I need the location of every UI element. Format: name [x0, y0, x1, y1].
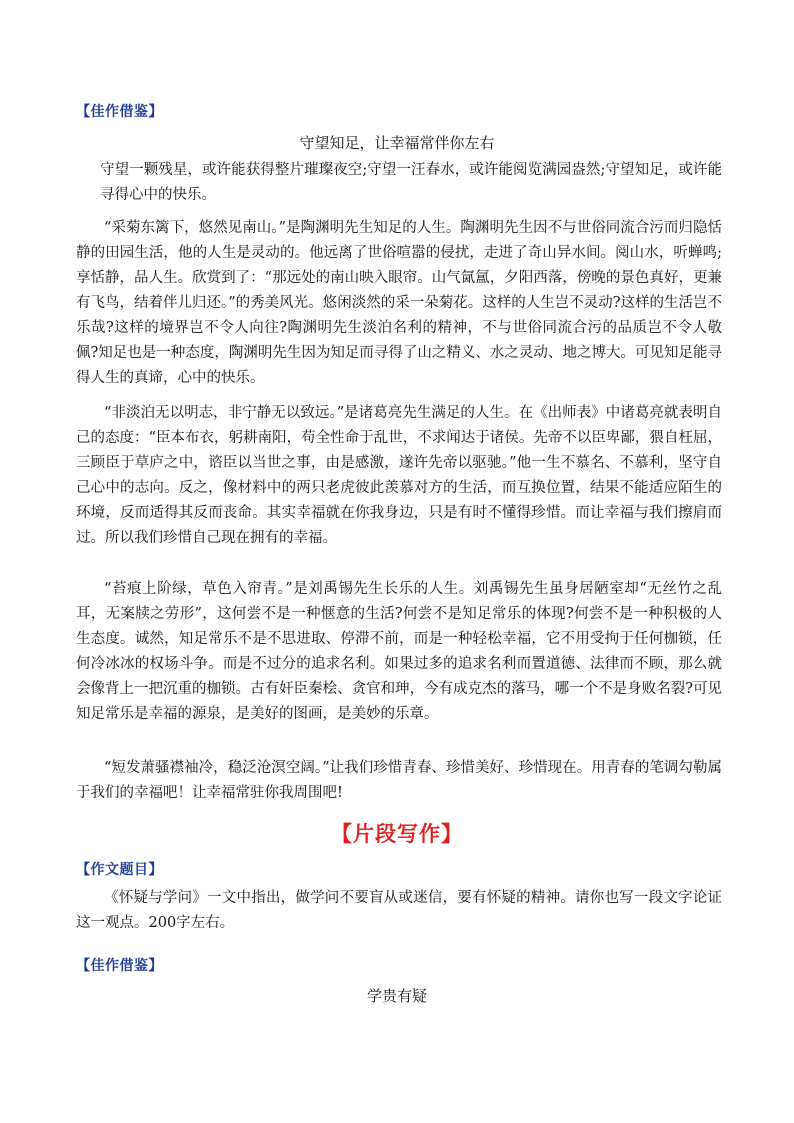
essay-paragraph-1: 守望一颗残星，或许能获得整片璀璨夜空;守望一汪春水，或许能阅览满园盎然;守望知足，或许能寻得心中的快乐。	[100, 162, 722, 203]
section-label-example: 【佳作借鉴】	[76, 958, 163, 974]
section-label-excellent-essay: 【佳作借鉴】	[76, 104, 163, 120]
essay-paragraph-2: “采菊东篱下，悠然见南山。”是陶渊明先生知足的人生。陶渊明先生因不与世俗同流合污而归隐恬静的田园生活，他的人生是灵动的。他远离了世俗喧嚣的侵扰，走进了奇山异水间。阅山水，听蝉鸣;享恬静，品人生。欣赏到了：“那远处的南山映入眼帘。山气氤氲，夕阳西落，傍晚的景色真好，更兼有飞鸟，结着伴儿归还。”的秀美风光。悠闲淡然的采一朵菊花。这样的人生岂不灵动?这样的生活岂不乐哉?这样的境界岂不令人向往?陶渊明先生淡泊名利的精神，不与世俗同流合污的品质岂不令人敬佩?知足也是一种态度，陶渊明先生因为知足而寻得了山之精义、水之灵动、地之博大。可见知足能寻得人生的真谛，心中的快乐。	[76, 220, 722, 386]
essay-prompt-text: 《怀疑与学问》一文中指出，做学问不要盲从或迷信，要有怀疑的精神。请你也写一段文字论证这一观点。200字左右。	[76, 890, 722, 931]
essay-paragraph-4: “苔痕上阶绿，草色入帘青。”是刘禹锡先生长乐的人生。刘禹锡先生虽身居陋室却“无丝竹之乱耳，无案牍之劳形”，这何尝不是一种惬意的生活?何尝不是知足常乐的体现?何尝不是一种积极的人生态度。诚然，知足常乐不是不思进取、停滞不前，而是一种轻松幸福，它不用受拘于任何枷锁，任何冷冰冰的权场斗争。而是不过分的追求名利。如果过多的追求名利而置道德、法律而不顾，那么就会像背上一把沉重的枷锁。古有奸臣秦桧、贪官和珅，今有成克杰的落马，哪一个不是身败名裂?可见知足常乐是幸福的源泉，是美好的图画，是美妙的乐章。	[76, 581, 722, 722]
essay-title: 守望知足，让幸福常伴你左右	[299, 134, 495, 152]
example-title: 学贵有疑	[366, 987, 427, 1005]
essay-paragraph-5: “短发萧骚襟袖冷，稳泛沧溟空阔。”让我们珍惜青春、珍惜美好、珍惜现在。用青春的笔调勾勒属于我们的幸福吧！让幸福常驻你我周围吧!	[76, 760, 722, 801]
essay-paragraph-3: “非淡泊无以明志，非宁静无以致远。”是诸葛亮先生满足的人生。在《出师表》中诸葛亮就表明自己的态度：“臣本布衣，躬耕南阳，苟全性命于乱世，不求闻达于诸侯。先帝不以臣卑鄙，猥自枉屈，三顾臣于草庐之中，谘臣以当世之事，由是感激，遂许先帝以驱驰。”他一生不慕名、不慕利，坚守自己心中的志向。反之，像材料中的两只老虎彼此羡慕对方的生活，而互换位置，结果不能适应陌生的环境，反而适得其反而丧命。其实幸福就在你我身边，只是有时不懂得珍惜。而让幸福与我们擦肩而过。所以我们珍惜自己现在拥有的幸福。	[76, 405, 722, 546]
section-heading-fragment-writing: 【片段写作】	[331, 822, 463, 846]
section-label-essay-prompt: 【作文题目】	[76, 862, 163, 878]
